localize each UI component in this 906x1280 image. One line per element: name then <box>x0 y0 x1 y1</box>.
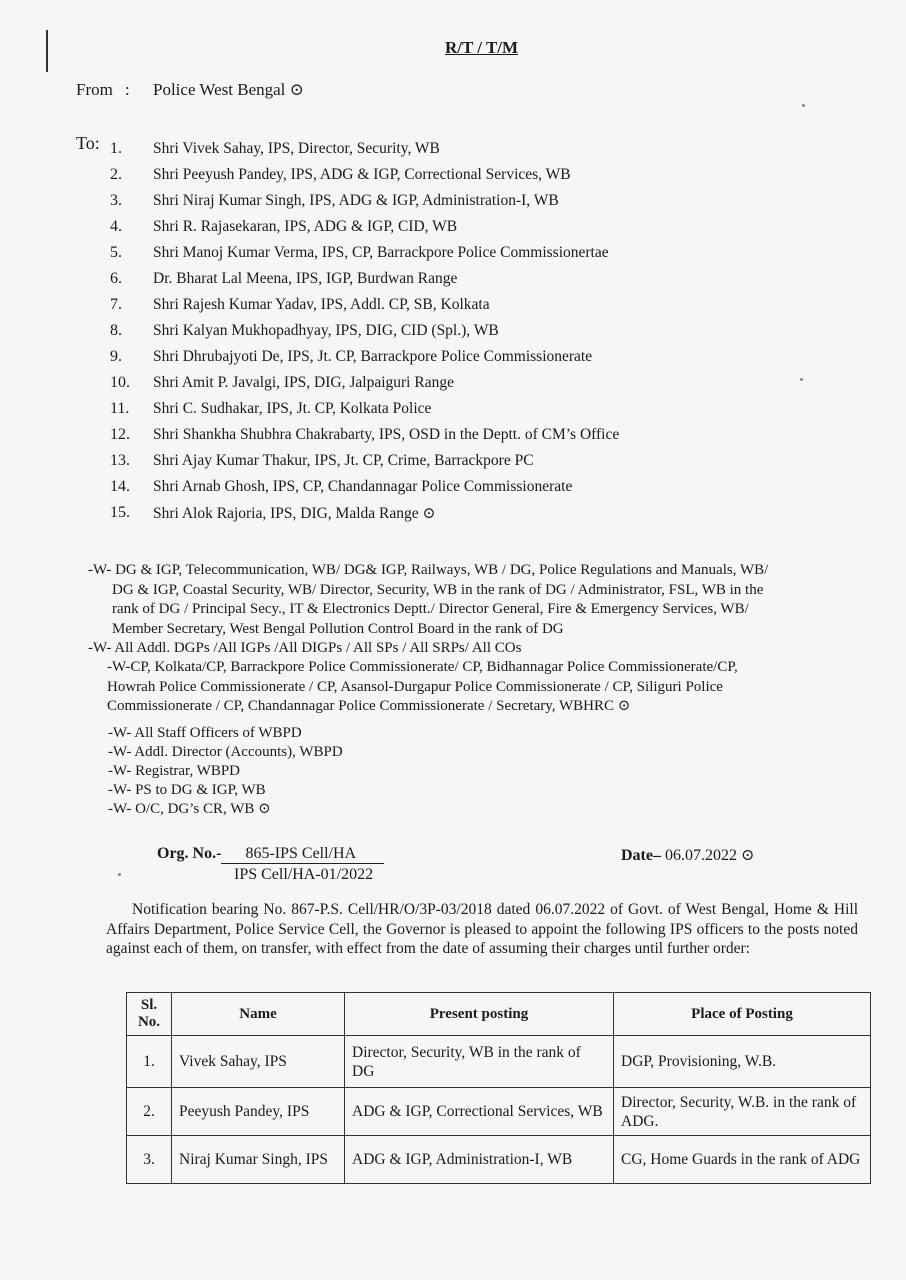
notification-text: Notification bearing No. 867-P.S. Cell/HR/O/3P-03/2018 dated 06.07.2022 of Govt. of West Bengal, Home & Hill Affairs Department, Police Service Cell, the Governor is pleased to appoint the following IPS officers to the posts noted against each of them, on transfer, with effect from the date of assuming their charges until further order: <box>106 901 858 957</box>
copy-line: -W-CP, Kolkata/CP, Barrackpore Police Commissionerate/ CP, Bidhannagar Police Commissionerate/CP, <box>107 659 738 675</box>
recipient-number: 4. <box>110 218 122 235</box>
to-label: To: <box>76 133 100 153</box>
recipient-text: Shri Amit P. Javalgi, IPS, DIG, Jalpaiguri Range <box>153 374 454 391</box>
cell-present-posting: ADG & IGP, Administration-I, WB <box>345 1136 614 1184</box>
table-row <box>127 1036 871 1088</box>
cell-name: Niraj Kumar Singh, IPS <box>172 1136 345 1184</box>
cell-place-of-posting: CG, Home Guards in the rank of ADG <box>614 1136 871 1184</box>
recipient-text: Shri C. Sudhakar, IPS, Jt. CP, Kolkata Police <box>153 400 432 417</box>
copy-line: Commissionerate / CP, Chandannagar Police Commissionerate / Secretary, WBHRC ⊙ <box>107 698 631 714</box>
recipient-number: 14. <box>110 478 130 495</box>
table-row <box>127 1136 871 1184</box>
from-value: Police West Bengal ⊙ <box>153 80 304 99</box>
document-reference: R/T / T/M <box>445 38 519 57</box>
cell-slno: 1. <box>127 1036 172 1088</box>
copy-line: Howrah Police Commissionerate / CP, Asansol-Durgapur Police Commissionerate / CP, Siliguri Police <box>107 678 723 695</box>
cell-name: Vivek Sahay, IPS <box>172 1036 345 1088</box>
margin-line <box>46 30 48 72</box>
header-slno: Sl. No. <box>127 993 172 1036</box>
header-name: Name <box>172 993 345 1036</box>
postings-table <box>126 992 871 1184</box>
cell-place-of-posting: Director, Security, W.B. in the rank of ADG. <box>614 1088 871 1136</box>
copy-block-all <box>88 639 521 659</box>
recipient-number: 13. <box>110 452 130 469</box>
recipient-text: Shri Dhrubajyoti De, IPS, Jt. CP, Barrackpore Police Commissionerate <box>153 348 593 365</box>
recipient-number: 2. <box>110 166 122 183</box>
copy-block-cp <box>107 658 738 717</box>
scan-speck <box>118 873 121 876</box>
org-number <box>157 845 384 864</box>
from-colon: : <box>125 80 130 99</box>
memo-date <box>621 845 754 865</box>
recipient-number: 11. <box>110 400 130 417</box>
from-line <box>76 80 304 100</box>
recipient-number: 1. <box>110 140 122 157</box>
table-header-row <box>127 993 871 1036</box>
recipient-text: Dr. Bharat Lal Meena, IPS, IGP, Burdwan Range <box>153 270 458 287</box>
recipient-text: Shri Rajesh Kumar Yadav, IPS, Addl. CP, SB, Kolkata <box>153 296 490 313</box>
copy-line: -W- All Addl. DGPs /All IGPs /All DIGPs / All SPs / All SRPs/ All COs <box>88 640 522 656</box>
recipient-number: 9. <box>110 348 122 365</box>
org-number-secondary: IPS Cell/HA-01/2022 <box>234 866 374 883</box>
org-number-value: 865-IPS Cell/HA <box>221 845 384 864</box>
copy-line: -W- Addl. Director (Accounts), WBPD <box>108 744 343 760</box>
cell-slno: 2. <box>127 1088 172 1136</box>
recipient-number: 3. <box>110 192 122 209</box>
recipient-text: Shri Kalyan Mukhopadhyay, IPS, DIG, CID (Spl.), WB <box>153 322 499 339</box>
date-value: 06.07.2022 ⊙ <box>660 847 755 864</box>
copy-line: -W- Registrar, WBPD <box>108 763 241 779</box>
recipient-text: Shri Vivek Sahay, IPS, Director, Security, WB <box>153 140 440 157</box>
recipient-text: Shri R. Rajasekaran, IPS, ADG & IGP, CID, WB <box>153 218 458 235</box>
cell-name: Peeyush Pandey, IPS <box>172 1088 345 1136</box>
header-place-of-posting: Place of Posting <box>614 993 871 1036</box>
from-label: From <box>76 80 113 99</box>
recipient-text: Shri Alok Rajoria, IPS, DIG, Malda Range ⊙ <box>153 505 436 522</box>
recipient-number: 8. <box>110 322 122 339</box>
recipient-number: 7. <box>110 296 122 313</box>
recipient-text: Shri Arnab Ghosh, IPS, CP, Chandannagar Police Commissionerate <box>153 478 573 495</box>
header-present-posting: Present posting <box>345 993 614 1036</box>
recipient-number: 15. <box>110 504 130 521</box>
recipient-number: 5. <box>110 244 122 261</box>
recipient-text: Shri Niraj Kumar Singh, IPS, ADG & IGP, Administration-I, WB <box>153 192 559 209</box>
copy-line: -W- DG & IGP, Telecommunication, WB/ DG& IGP, Railways, WB / DG, Police Regulations and Manuals, WB/ <box>88 562 769 578</box>
recipient-number: 10. <box>110 374 130 391</box>
copy-line: rank of DG / Principal Secy., IT & Electronics Deptt./ Director General, Fire & Emergency Services, WB/ <box>112 601 749 617</box>
date-label: Date– <box>621 847 661 864</box>
recipient-text: Shri Peeyush Pandey, IPS, ADG & IGP, Correctional Services, WB <box>153 166 571 183</box>
copy-block-short <box>108 724 343 819</box>
recipient-text: Shri Ajay Kumar Thakur, IPS, Jt. CP, Crime, Barrackpore PC <box>153 452 534 469</box>
recipient-number: 12. <box>110 426 130 443</box>
recipient-text: Shri Manoj Kumar Verma, IPS, CP, Barrackpore Police Commissionertae <box>153 244 609 261</box>
scan-speck <box>802 104 805 107</box>
copy-line: Member Secretary, West Bengal Pollution Control Board in the rank of DG <box>112 620 564 637</box>
cell-slno: 3. <box>127 1136 172 1184</box>
notification-paragraph <box>106 900 858 959</box>
table-row <box>127 1088 871 1136</box>
cell-present-posting: Director, Security, WB in the rank of DG <box>345 1036 614 1088</box>
copy-block-dg <box>88 561 768 639</box>
copy-line: DG & IGP, Coastal Security, WB/ Director, Security, WB in the rank of DG / Administrator, FSL, WB in the <box>112 581 764 598</box>
copy-line: -W- PS to DG & IGP, WB <box>108 782 266 798</box>
org-label: Org. No.- <box>157 845 222 862</box>
recipient-number: 6. <box>110 270 122 287</box>
cell-place-of-posting: DGP, Provisioning, W.B. <box>614 1036 871 1088</box>
copy-line: -W- All Staff Officers of WBPD <box>108 725 302 741</box>
cell-present-posting: ADG & IGP, Correctional Services, WB <box>345 1088 614 1136</box>
recipient-text: Shri Shankha Shubhra Chakrabarty, IPS, OSD in the Deptt. of CM’s Office <box>153 426 620 443</box>
copy-line: -W- O/C, DG’s CR, WB ⊙ <box>108 801 271 817</box>
scan-speck <box>800 378 803 381</box>
